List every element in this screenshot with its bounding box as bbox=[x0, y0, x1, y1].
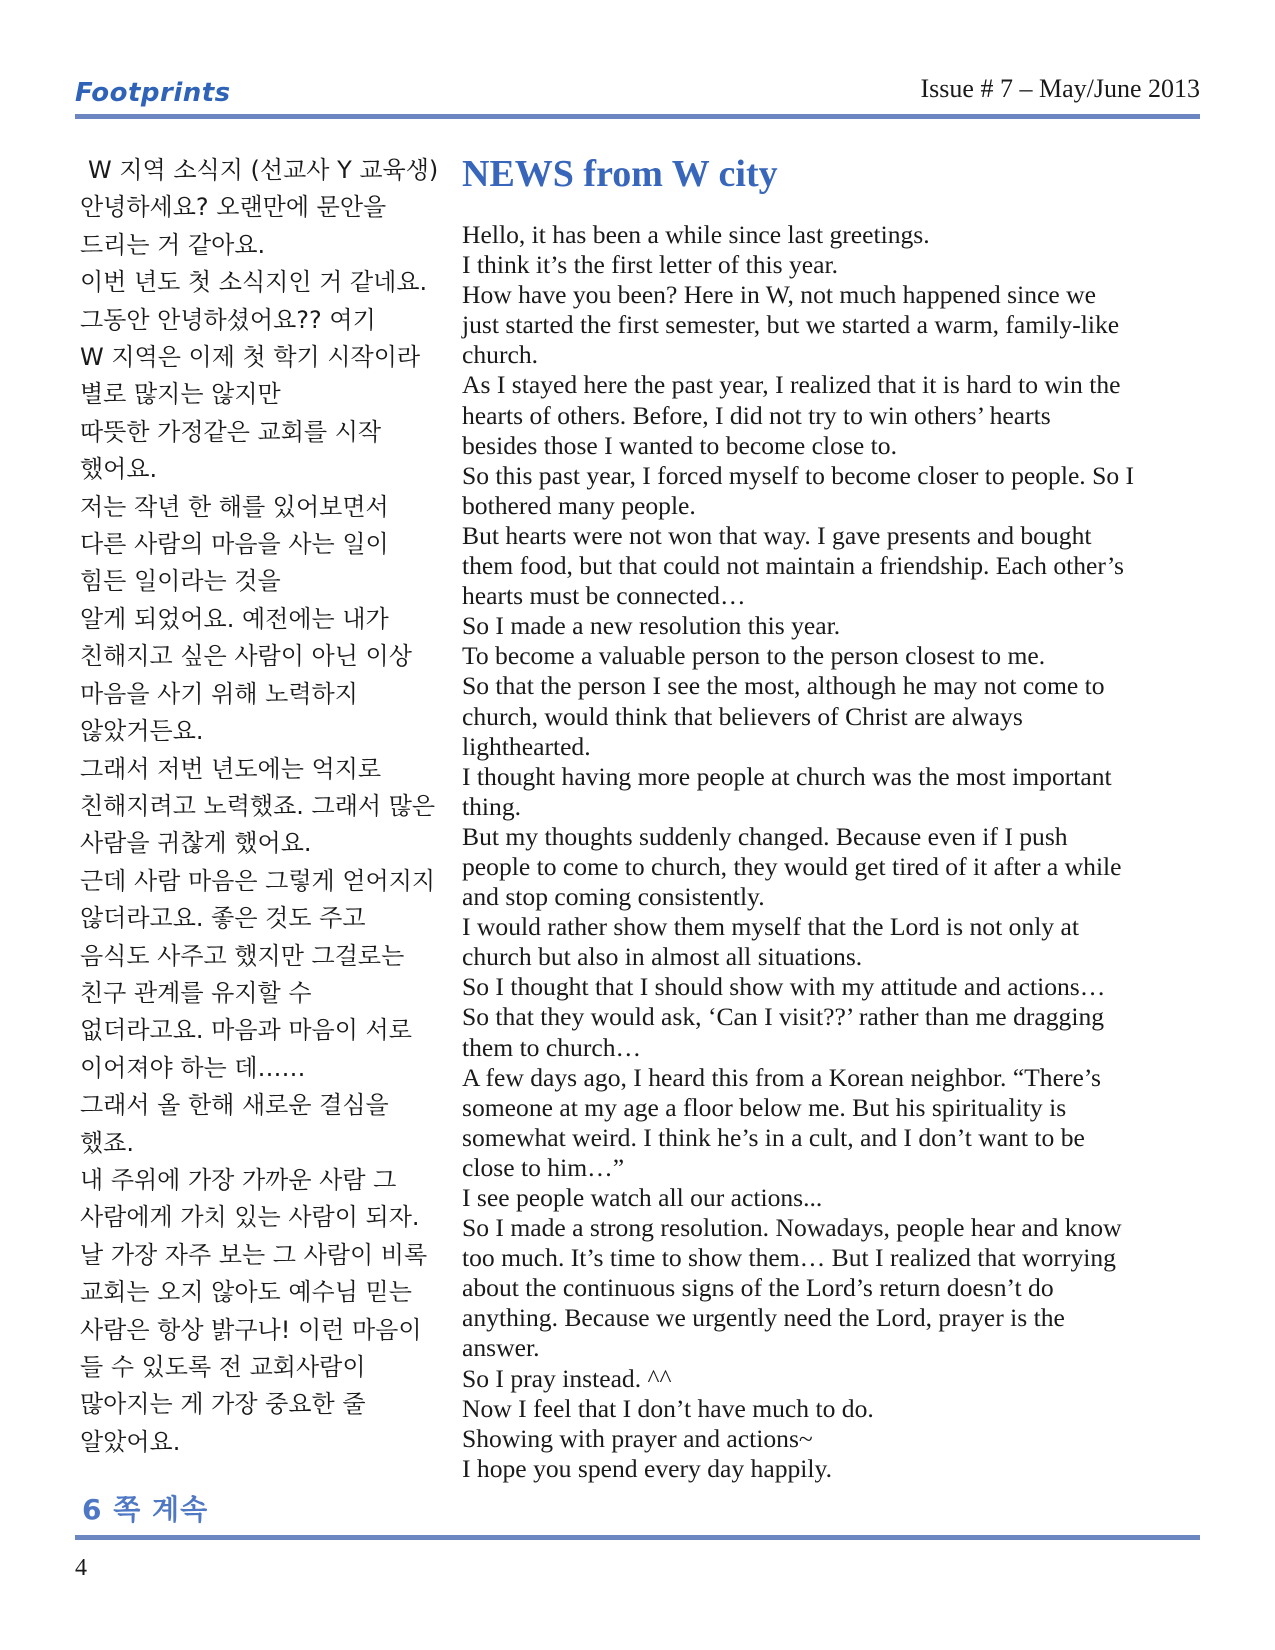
korean-line: 했죠. bbox=[80, 1128, 134, 1157]
korean-line: 교회는 오지 않아도 예수님 믿는 bbox=[80, 1278, 412, 1307]
korean-line: 없더라고요. 마음과 마음이 서로 bbox=[80, 1016, 412, 1045]
article-column bbox=[462, 150, 1187, 1484]
article-line: somewhat weird. I think he’s in a cult, and I don’t want to be bbox=[462, 1122, 1085, 1152]
korean-line: 안녕하세요? 오랜만에 문안을 bbox=[80, 193, 387, 222]
article-line: church. bbox=[462, 340, 539, 370]
article-headline: NEWS from W city bbox=[462, 153, 778, 195]
korean-line: 그래서 저번 년도에는 억지로 bbox=[80, 754, 382, 783]
article-line: As I stayed here the past year, I realized that it is hard to win the bbox=[462, 370, 1121, 400]
article-line: thing. bbox=[462, 791, 522, 821]
korean-line: 알았어요. bbox=[80, 1427, 181, 1456]
article-line: close to him…” bbox=[462, 1152, 625, 1182]
korean-line: 음식도 사주고 했지만 그걸로는 bbox=[80, 941, 405, 970]
article-line: besides those I wanted to become close to. bbox=[462, 430, 897, 460]
article-line: anything. Because we urgently need the Lord, prayer is the bbox=[462, 1303, 1065, 1333]
korean-line: 별로 많지는 않지만 bbox=[80, 380, 281, 409]
article-line: A few days ago, I heard this from a Korean neighbor. “There’s bbox=[462, 1062, 1101, 1092]
header-divider bbox=[75, 114, 1200, 119]
article-line: So this past year, I forced myself to become closer to people. So I bbox=[462, 460, 1135, 490]
article-line: So I made a new resolution this year. bbox=[462, 611, 841, 641]
korean-line: 알게 되었어요. 예전에는 내가 bbox=[80, 604, 389, 633]
korean-line: 많아지는 게 가장 중요한 줄 bbox=[80, 1390, 366, 1419]
korean-line: 따뜻한 가정같은 교회를 시작 bbox=[80, 417, 382, 446]
article-line: lighthearted. bbox=[462, 731, 591, 761]
korean-line: 사람은 항상 밝구나! 이런 마음이 bbox=[80, 1315, 422, 1344]
article-line: too much. It’s time to show them… But I realized that worrying bbox=[462, 1243, 1116, 1273]
article-line: I thought having more people at church was the most important bbox=[462, 761, 1112, 791]
korean-line: 했어요. bbox=[80, 455, 158, 484]
korean-line: W 지역은 이제 첫 학기 시작이라 bbox=[80, 343, 421, 372]
article-line: So I made a strong resolution. Nowadays, people hear and know bbox=[462, 1213, 1122, 1243]
article-body bbox=[462, 220, 1187, 1484]
article-line: Hello, it has been a while since last greetings. bbox=[462, 220, 930, 249]
article-line: them food, but that could not maintain a friendship. Each other’s bbox=[462, 551, 1124, 581]
korean-line: 근데 사람 마음은 그렇게 얻어지지 bbox=[80, 866, 436, 895]
korean-line: 친해지려고 노력했죠. 그래서 많은 bbox=[80, 791, 436, 820]
article-line: hearts must be connected… bbox=[462, 581, 746, 611]
korean-line: 이어져야 하는 데…… bbox=[80, 1053, 306, 1082]
korean-line: 친해지고 싶은 사람이 아닌 이상 bbox=[80, 642, 412, 671]
korean-column bbox=[80, 152, 450, 1461]
korean-line: 날 가장 자주 보는 그 사람이 비록 bbox=[80, 1240, 428, 1269]
article-line: So I pray instead. ^^ bbox=[462, 1363, 672, 1393]
article-line: How have you been? Here in W, not much happened since we bbox=[462, 280, 1096, 310]
korean-line: 않았거든요. bbox=[80, 717, 204, 746]
article-line: Showing with prayer and actions~ bbox=[462, 1423, 813, 1453]
issue-label: Issue # 7 – May/June 2013 bbox=[920, 74, 1200, 103]
korean-line: 드리는 거 같아요. bbox=[80, 230, 266, 259]
korean-line: 그래서 올 한해 새로운 결심을 bbox=[80, 1091, 389, 1120]
article-line: But my thoughts suddenly changed. Because even if I push bbox=[462, 821, 1068, 851]
korean-line: 저는 작년 한 해를 있어보면서 bbox=[80, 492, 389, 521]
korean-line: 사람을 귀찮게 했어요. bbox=[80, 829, 312, 858]
korean-line: 힘든 일이라는 것을 bbox=[80, 567, 281, 596]
article-line: I would rather show them myself that the Lord is not only at bbox=[462, 912, 1079, 942]
newsletter-logo: Footprints bbox=[75, 78, 231, 108]
article-line: people to come to church, they would get tired of it after a while bbox=[462, 851, 1122, 881]
article-line: and stop coming consistently. bbox=[462, 882, 765, 912]
article-line: about the continuous signs of the Lord’s return doesn’t do bbox=[462, 1273, 1054, 1303]
article-line: them to church… bbox=[462, 1032, 642, 1062]
article-line: church but also in almost all situations. bbox=[462, 942, 863, 972]
korean-line: 그동안 안녕하셨어요?? 여기 bbox=[80, 305, 376, 334]
article-line: To become a valuable person to the person closest to me. bbox=[462, 641, 1046, 671]
article-line: bothered many people. bbox=[462, 490, 696, 520]
korean-line: 내 주위에 가장 가까운 사람 그 bbox=[80, 1165, 397, 1194]
article-line: just started the first semester, but we started a warm, family-like bbox=[462, 310, 1120, 340]
continued-on-page-6-label: 6 쪽 계속 bbox=[82, 1493, 209, 1526]
article-line: I see people watch all our actions... bbox=[462, 1183, 823, 1212]
page-number: 4 bbox=[75, 1555, 87, 1581]
footer-divider bbox=[75, 1535, 1200, 1540]
korean-line: 않더라고요. 좋은 것도 주고 bbox=[80, 904, 366, 933]
article-line: But hearts were not won that way. I gave presents and bought bbox=[462, 520, 1092, 550]
article-line: hearts of others. Before, I did not try to win others’ hearts bbox=[462, 400, 1051, 430]
korean-line: 친구 관계를 유지할 수 bbox=[80, 978, 312, 1007]
article-line: someone at my age a floor below me. But his spirituality is bbox=[462, 1092, 1067, 1122]
article-line: So that the person I see the most, although he may not come to bbox=[462, 671, 1105, 701]
article-line: answer. bbox=[462, 1333, 540, 1363]
korean-line: 마음을 사기 위해 노력하지 bbox=[80, 679, 358, 708]
korean-line: 들 수 있도록 전 교회사람이 bbox=[80, 1353, 366, 1381]
masthead bbox=[75, 74, 1200, 118]
article-line: So I thought that I should show with my attitude and actions… bbox=[462, 972, 1106, 1002]
article-line: Now I feel that I don’t have much to do. bbox=[462, 1393, 874, 1423]
korean-line: 사람에게 가치 있는 사람이 되자. bbox=[80, 1203, 420, 1232]
article-line: I hope you spend every day happily. bbox=[462, 1453, 833, 1483]
article-line: I think it’s the first letter of this year. bbox=[462, 250, 839, 280]
korean-line: 이번 년도 첫 소식지인 거 같네요. bbox=[80, 268, 428, 297]
korean-line: 다른 사람의 마음을 사는 일이 bbox=[80, 530, 389, 559]
korean-line: W 지역 소식지 (선교사 Y 교육생) bbox=[88, 156, 439, 184]
article-line: So that they would ask, ‘Can I visit??’ rather than me dragging bbox=[462, 1002, 1105, 1032]
article-line: church, would think that believers of Christ are always bbox=[462, 701, 1023, 731]
